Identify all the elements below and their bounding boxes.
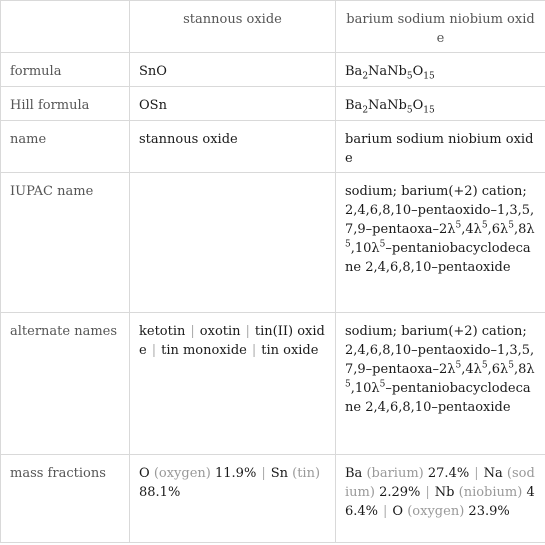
table-row [1, 173, 545, 313]
header-row [1, 1, 545, 53]
iupac-name-value-b: sodium; barium(+2) cation; $2,4,6,8,10-pentaoxido-1,3,5,7,9-pentaoxa-2\lambda^5,4\lambda^5,6\lambda^5,8\lambda^5,10\lambda^5$–pentaniobacyclodecane 2,4,6,8,10–pentaoxide [336, 173, 545, 313]
table-row [1, 53, 545, 87]
row-label-mass-fractions: mass fractions [1, 455, 130, 543]
table-row [1, 313, 545, 455]
header-barium-sodium-niobium-oxide: barium sodium niobium oxide [336, 1, 545, 53]
header-empty-cell [1, 1, 130, 53]
alternate-names-value-b: sodium; barium(+2) cation; $2,4,6,8,10-pentaoxido-1,3,5,7,9-pentaoxa-2\lambda^5,4\lambda^5,6\lambda^5,8\lambda^5,10\lambda^5$–pentaniobacyclodecane 2,4,6,8,10–pentaoxide [336, 313, 545, 455]
formula-value-a: SnO [130, 53, 336, 87]
iupac-name-value-a [130, 173, 336, 313]
row-label-formula: formula [1, 53, 130, 87]
header-stannous-oxide: stannous oxide [130, 1, 336, 53]
formula-value-b: $Ba_2NaNb_5O_{15}$ [336, 53, 545, 87]
mass-fractions-value-a: O (oxygen) 11.9% | Sn (tin) 88.1% [130, 455, 336, 543]
hill-formula-value-b: $Ba_2NaNb_5O_{15}$ [336, 87, 545, 121]
row-label-iupac-name: IUPAC name [1, 173, 130, 313]
name-value-b: barium sodium niobium oxide [336, 121, 545, 173]
alt-name-item: tin(II) oxide [139, 324, 325, 358]
alt-name-item: oxotin [199, 324, 241, 339]
alt-name-item: tin oxide [261, 343, 319, 358]
row-label-alternate-names: alternate names [1, 313, 130, 455]
table-row [1, 455, 545, 543]
hill-formula-value-a: OSn [130, 87, 336, 121]
table-row [1, 87, 545, 121]
alternate-names-value-a: ketotin | oxotin | tin(II) oxide | tin monoxide | tin oxide [130, 313, 336, 455]
row-label-name: name [1, 121, 130, 173]
name-value-a: stannous oxide [130, 121, 336, 173]
alt-name-item: tin monoxide [161, 343, 247, 358]
mass-fractions-value-b: Ba (barium) 27.4% | Na (sodium) 2.29% | Nb (niobium) 46.4% | O (oxygen) 23.9% [336, 455, 545, 543]
table-row [1, 121, 545, 173]
row-label-hill-formula: Hill formula [1, 87, 130, 121]
alt-name-item: ketotin [139, 324, 186, 339]
